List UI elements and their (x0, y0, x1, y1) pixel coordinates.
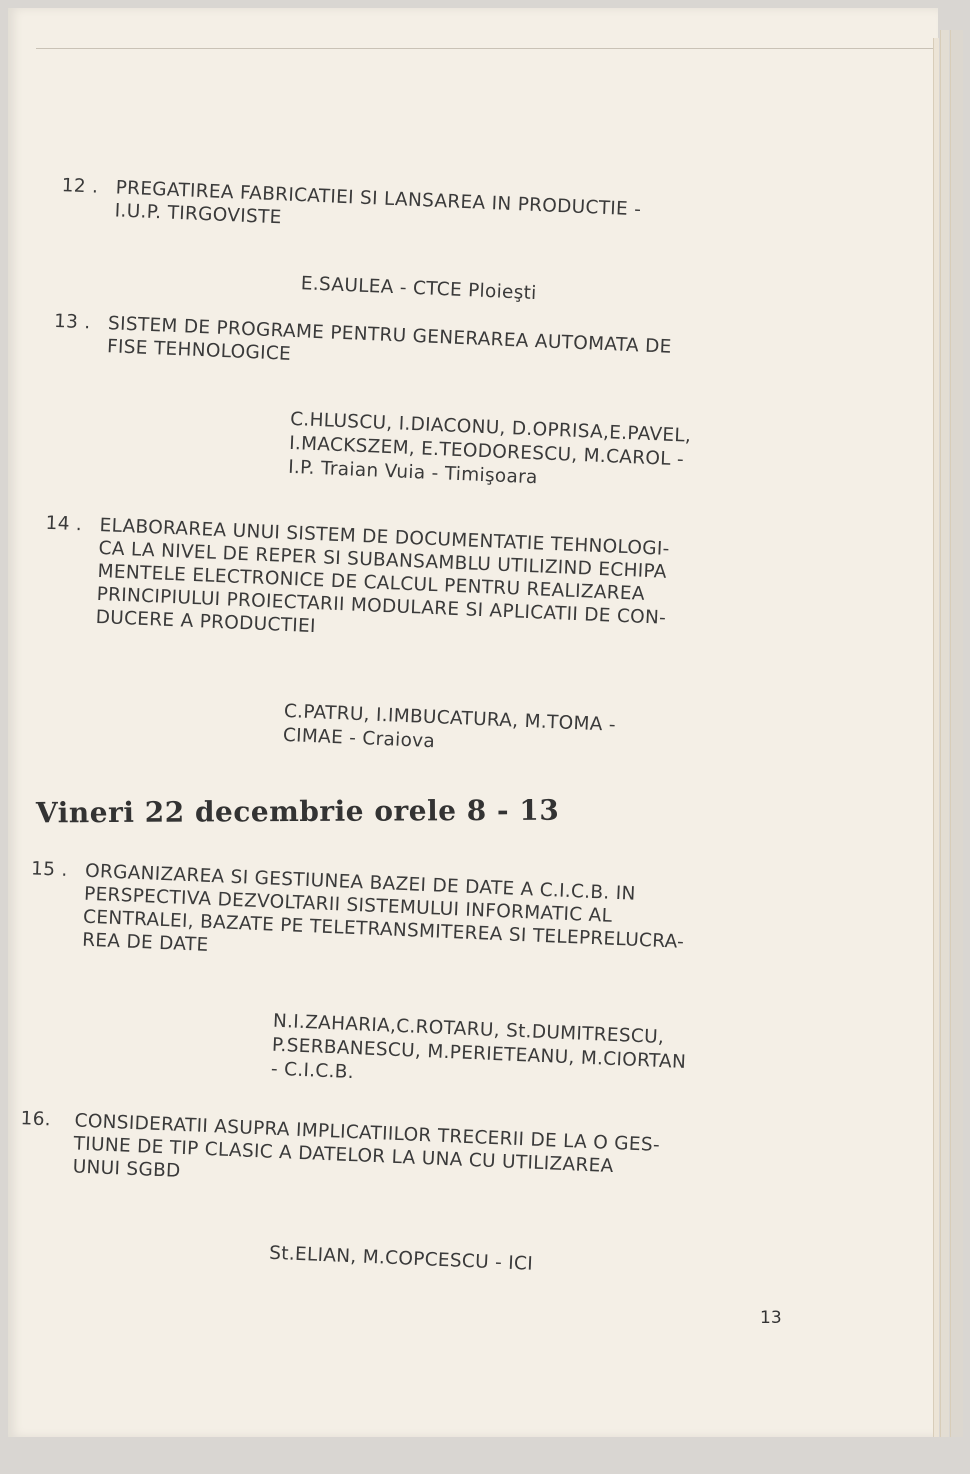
item-authors: C.HLUSCU, I.DIACONU, D.OPRISA,E.PAVEL, I.MACKSZEM, E.TEODORESCU, M.CAROL - I.P. Traian Vuia - Timişoara (287, 408, 692, 489)
list-item (18, 1107, 660, 1203)
item-title: ORGANIZAREA SI GESTIUNEA BAZEI DE DATE A C.I.C.B. IN PERSPECTIVA DEZVOLTARII SISTEMULUI INFORMATIC AL CENTRALEI, BAZATE PE TELETRANSMITEREA SI TELEPRELUCRA- REA DE DATE (81, 860, 685, 956)
list-item (53, 310, 673, 382)
item-authors: St.ELIAN, M.COPCESCU - ICI (268, 1242, 534, 1275)
page-number: 13 (760, 1308, 782, 1328)
item-number: 13 . (53, 310, 91, 334)
item-title: CONSIDERATII ASUPRA IMPLICATIILOR TRECERII DE LA O GES- TIUNE DE TIP CLASIC A DATELOR LA UNA CU UTILIZAREA UNUI SGBD (72, 1110, 661, 1182)
item-number: 14 . (45, 512, 83, 536)
item-title: SISTEM DE PROGRAME PENTRU GENERAREA AUTOMATA DE FISE TEHNOLOGICE (106, 313, 673, 365)
item-authors: C.PATRU, I.IMBUCATURA, M.TOMA - CIMAE - Craiova (282, 700, 617, 753)
item-number: 15 . (30, 858, 69, 881)
list-item (28, 857, 687, 976)
item-number: 16. (20, 1108, 52, 1131)
section-heading: Vineri 22 decembrie orele 8 - 13 (35, 793, 560, 830)
list-item (41, 512, 670, 653)
item-number: 12 . (61, 175, 99, 198)
item-title: ELABORAREA UNUI SISTEM DE DOCUMENTATIE TEHNOLOGI- CA LA NIVEL DE REPER SI SUBANSAMBLU UTILIZIND ECHIPA MENTELE ELECTRONICE DE CALCUL PENTRU REALIZAREA PRINCIPIULUI PROIECTARII MODULARE SI APLICATII DE CON- DUCERE A PRODUCTIEI (95, 514, 671, 638)
item-authors: N.I.ZAHARIA,C.ROTARU, St.DUMITRESCU, P.SERBANESCU, M.PERIETEANU, M.CIORTAN - C.I.C.B. (270, 1010, 687, 1084)
item-title: PREGATIREA FABRICATIEI SI LANSAREA IN PRODUCTIE - I.U.P. TIRGOVISTE (114, 177, 642, 229)
list-item (60, 174, 641, 244)
item-authors: E.SAULEA - CTCE Ploieşti (300, 273, 538, 305)
